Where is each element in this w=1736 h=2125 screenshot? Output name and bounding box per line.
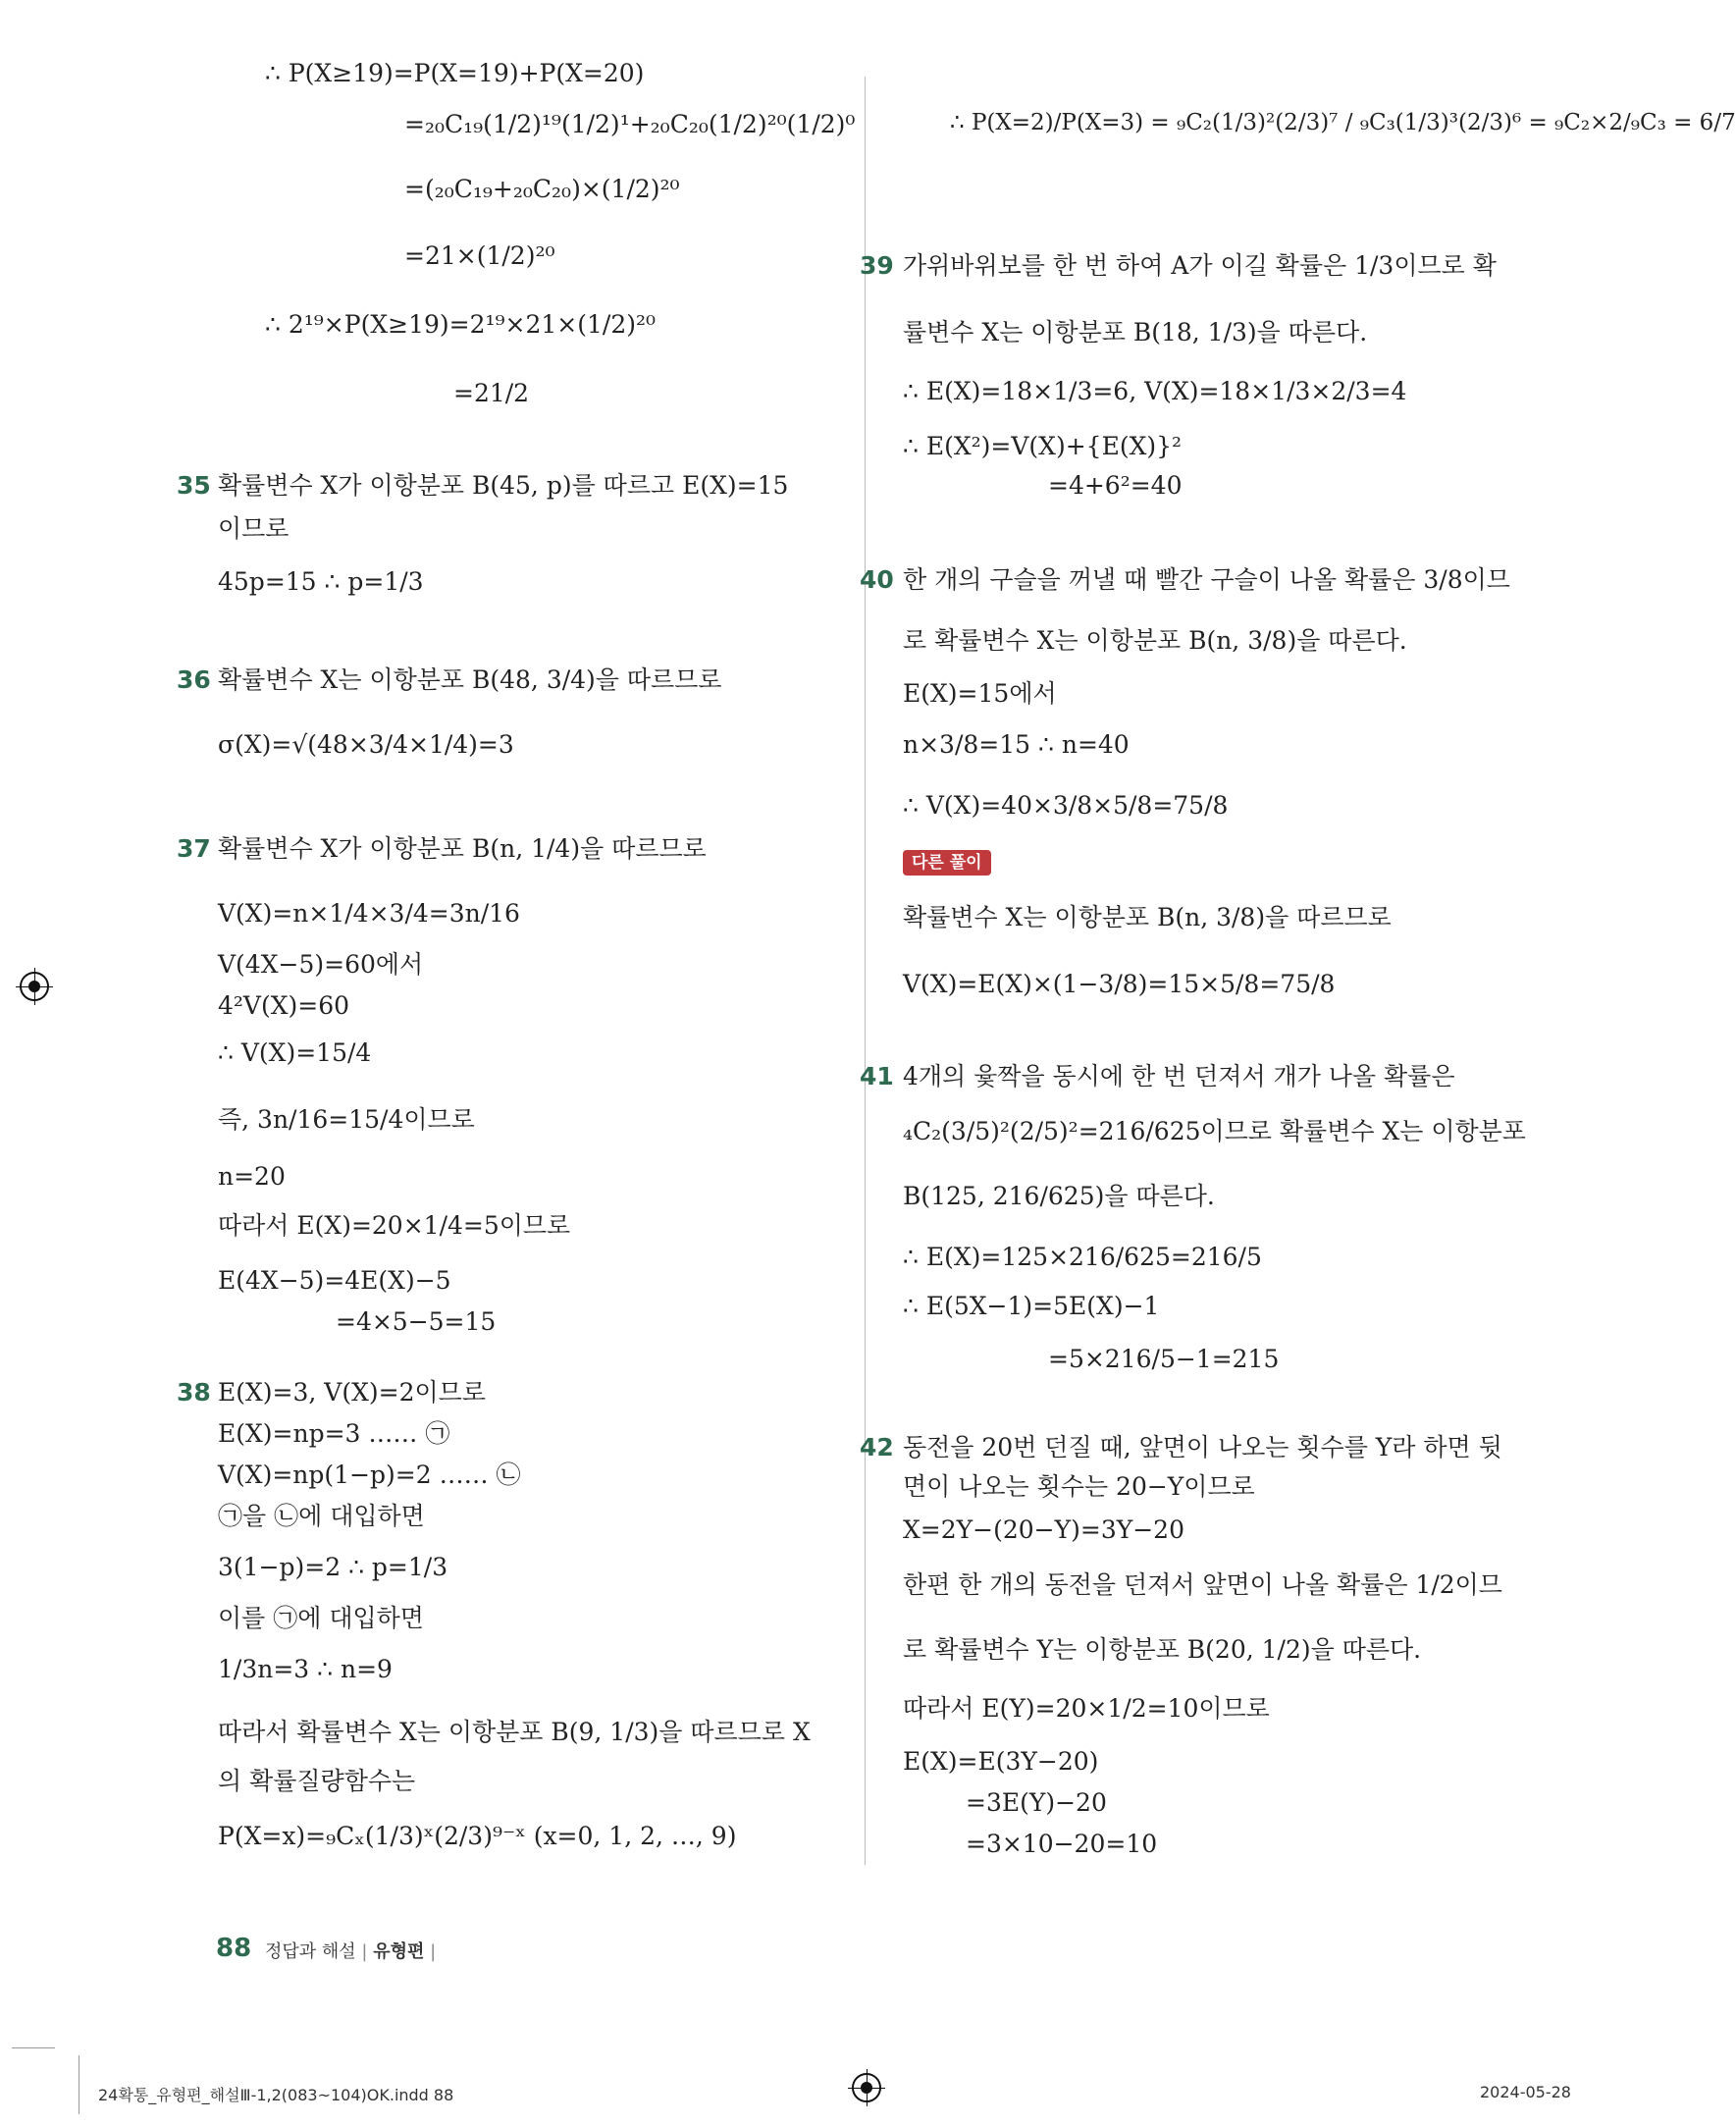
solution-line: ∴ E(X)=125×216/625=216/5 [903, 1243, 1262, 1271]
registration-mark-icon [852, 2073, 881, 2102]
solution-line: ∴ V(X)=40×3/8×5/8=75/8 [903, 791, 1229, 820]
solution-line: 3(1−p)=2 ∴ p=1/3 [218, 1553, 448, 1581]
solution-line: 한편 한 개의 동전을 던져서 앞면이 나올 확률은 1/2이므 [903, 1570, 1502, 1599]
solution-line: =4×5−5=15 [336, 1307, 497, 1336]
solution-line: ∴ 2¹⁹×P(X≥19)=2¹⁹×21×(1/2)²⁰ [265, 310, 657, 339]
print-date: 2024-05-28 [1480, 2083, 1571, 2101]
column-divider [865, 77, 866, 1865]
solution-line: 한 개의 구슬을 꺼낼 때 빨간 구슬이 나올 확률은 3/8이므 [903, 565, 1510, 594]
footer-separator: | [361, 1941, 368, 1962]
footer-book-label: 정답과 해설 [265, 1941, 356, 1962]
solution-line: 따라서 E(Y)=20×1/2=10이므로 [903, 1694, 1270, 1723]
page-number: 88 [216, 1934, 252, 1963]
solution-line: 4개의 윷짝을 동시에 한 번 던져서 개가 나올 확률은 [903, 1062, 1455, 1090]
solution-line: V(4X−5)=60에서 [218, 950, 424, 979]
solution-line: 확률변수 X는 이항분포 B(n, 3/8)을 따르므로 [903, 903, 1392, 931]
solution-line: E(4X−5)=4E(X)−5 [218, 1266, 451, 1295]
solution-line: ㉠을 ㉡에 대입하면 [218, 1502, 425, 1530]
solution-line: n×3/8=15 ∴ n=40 [903, 730, 1130, 759]
solution-line: 의 확률질량함수는 [218, 1767, 416, 1795]
solution-line: =21×(1/2)²⁰ [404, 241, 555, 270]
footer-label [265, 1938, 436, 1963]
solution-line: E(X)=E(3Y−20) [903, 1747, 1099, 1776]
solution-line: 가위바위보를 한 번 하여 A가 이길 확률은 1/3이므로 확 [903, 251, 1497, 280]
solution-line: =(₂₀C₁₉+₂₀C₂₀)×(1/2)²⁰ [404, 175, 680, 203]
solution-line: E(X)=np=3 …… ㉠ [218, 1419, 450, 1448]
problem-number-37: 37 [177, 834, 211, 863]
solution-line: 따라서 E(X)=20×1/4=5이므로 [218, 1211, 571, 1240]
solution-line: 확률변수 X는 이항분포 B(48, 3/4)을 따르므로 [218, 665, 722, 694]
indd-file-info: 24확통_유형편_해설Ⅲ-1,2(083~104)OK.indd 88 [98, 2086, 454, 2104]
solution-line: ∴ P(X=2)/P(X=3) = ₉C₂(1/3)²(2/3)⁷ / ₉C₃(1/3)³(2/3)⁶ = ₉C₂×2/₉C₃ = 6/7 [950, 110, 1736, 135]
solution-line: V(X)=E(X)×(1−3/8)=15×5/8=75/8 [903, 970, 1336, 998]
solution-line: 률변수 X는 이항분포 B(18, 1/3)을 따른다. [903, 318, 1368, 346]
solution-line: =21/2 [453, 379, 530, 407]
problem-number-35: 35 [177, 471, 211, 500]
solution-line: ∴ P(X≥19)=P(X=19)+P(X=20) [265, 59, 645, 87]
solution-line: 따라서 확률변수 X는 이항분포 B(9, 1/3)을 따르므로 X [218, 1718, 811, 1746]
solution-line: 로 확률변수 Y는 이항분포 B(20, 1/2)을 따른다. [903, 1635, 1422, 1664]
solution-line: 로 확률변수 X는 이항분포 B(n, 3/8)을 따른다. [903, 626, 1407, 655]
solution-line: 1/3n=3 ∴ n=9 [218, 1655, 393, 1683]
solution-line: P(X=x)=₉Cₓ(1/3)ˣ(2/3)⁹⁻ˣ (x=0, 1, 2, …, 9) [218, 1822, 737, 1850]
solution-line: 확률변수 X가 이항분포 B(n, 1/4)을 따르므로 [218, 834, 707, 863]
problem-number-38: 38 [177, 1378, 211, 1407]
solution-line: 즉, 3n/16=15/4이므로 [218, 1105, 475, 1134]
solution-line: 동전을 20번 던질 때, 앞면이 나오는 횟수를 Y라 하면 뒷 [903, 1433, 1502, 1461]
problem-number-41: 41 [860, 1062, 894, 1090]
footer-section: 유형편 [373, 1941, 425, 1962]
solution-line: =3E(Y)−20 [966, 1788, 1107, 1817]
solution-line: 4²V(X)=60 [218, 991, 350, 1020]
solution-line: E(X)=15에서 [903, 679, 1057, 708]
solution-line: =₂₀C₁₉(1/2)¹⁹(1/2)¹+₂₀C₂₀(1/2)²⁰(1/2)⁰ [404, 110, 856, 138]
solution-line: V(X)=np(1−p)=2 …… ㉡ [218, 1461, 521, 1489]
alt-solution-badge: 다른 풀이 [903, 850, 991, 876]
solution-line: ₄C₂(3/5)²(2/5)²=216/625이므로 확률변수 X는 이항분포 [903, 1117, 1526, 1145]
solution-line: 45p=15 ∴ p=1/3 [218, 567, 424, 596]
solution-line: ∴ V(X)=15/4 [218, 1038, 372, 1067]
solution-line: V(X)=n×1/4×3/4=3n/16 [218, 899, 520, 928]
solution-line: ∴ E(5X−1)=5E(X)−1 [903, 1292, 1160, 1320]
problem-number-40: 40 [860, 565, 894, 594]
problem-number-36: 36 [177, 665, 211, 694]
problem-number-39: 39 [860, 251, 894, 280]
solution-line: ∴ E(X)=18×1/3=6, V(X)=18×1/3×2/3=4 [903, 377, 1407, 405]
solution-line: X=2Y−(20−Y)=3Y−20 [903, 1515, 1184, 1544]
solution-line: =4+6²=40 [1048, 471, 1183, 500]
solution-line: =3×10−20=10 [966, 1830, 1158, 1858]
crop-mark [12, 2047, 55, 2048]
solution-line: n=20 [218, 1162, 286, 1191]
solution-line: B(125, 216/625)을 따른다. [903, 1182, 1215, 1210]
footer-separator: | [430, 1941, 437, 1962]
solution-line: σ(X)=√(48×3/4×1/4)=3 [218, 730, 514, 759]
solution-line: 확률변수 X가 이항분포 B(45, p)를 따르고 E(X)=15 [218, 471, 789, 500]
solution-line: =5×216/5−1=215 [1048, 1345, 1280, 1373]
solution-line: 이므로 [218, 514, 289, 543]
solution-line: E(X)=3, V(X)=2이므로 [218, 1378, 486, 1407]
registration-mark-icon [20, 972, 49, 1001]
solution-line: 면이 나오는 횟수는 20−Y이므로 [903, 1472, 1255, 1501]
solution-line: ∴ E(X²)=V(X)+{E(X)}² [903, 432, 1183, 460]
problem-number-42: 42 [860, 1433, 894, 1461]
solution-line: 이를 ㉠에 대입하면 [218, 1604, 424, 1632]
